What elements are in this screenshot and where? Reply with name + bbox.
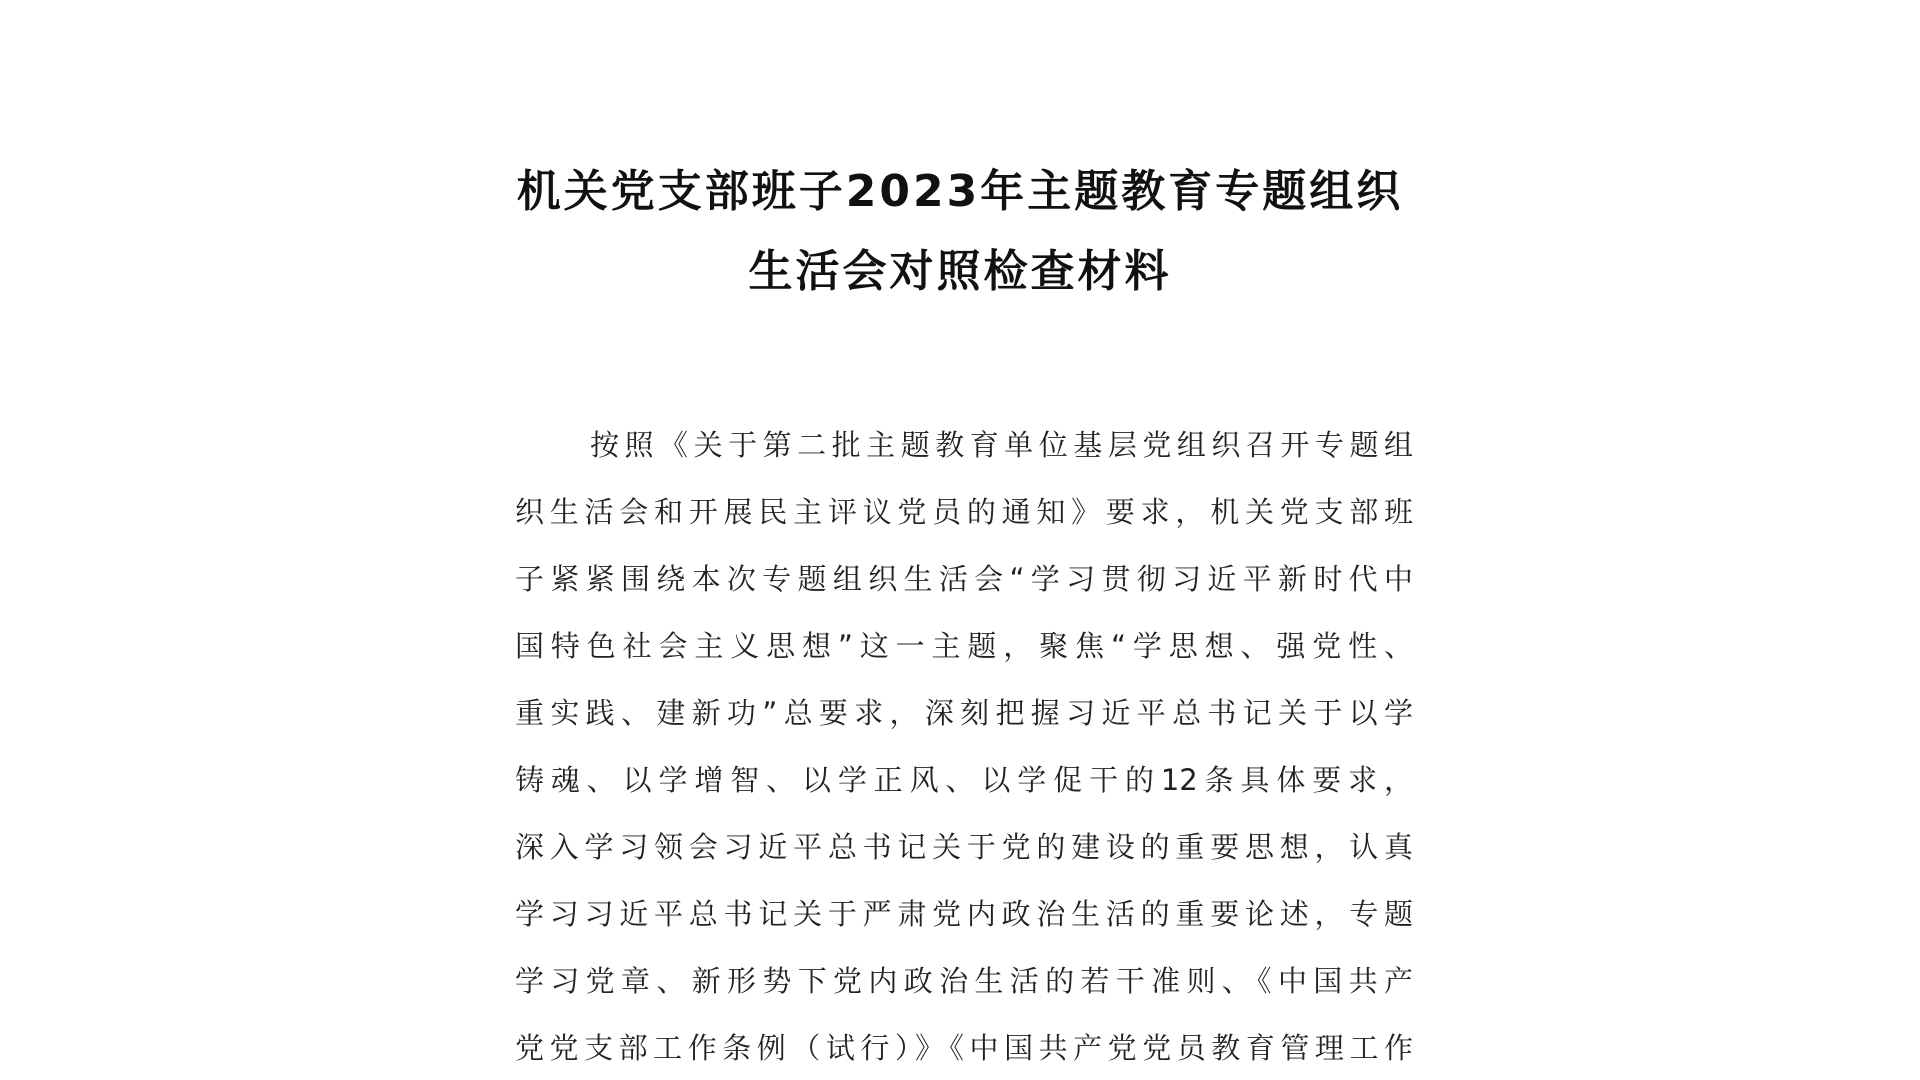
body-text-line: 子紧紧围绕本次专题组织生活会“学习贯彻习近平新时代中 xyxy=(515,562,1413,596)
body-text-line: 深入学习领会习近平总书记关于党的建设的重要思想，认真 xyxy=(515,830,1413,864)
body-text-line: 党党支部工作条例（试行）》《中国共产党党员教育管理工作 xyxy=(515,1031,1413,1065)
body-text-line: 学习党章、新形势下党内政治生活的若干准则、《中国共产 xyxy=(515,964,1413,998)
body-text-line: 重实践、建新功”总要求，深刻把握习近平总书记关于以学 xyxy=(515,696,1413,730)
document-title-line-1: 机关党支部班子2023年主题教育专题组织 xyxy=(516,166,1404,217)
document-title-line-2: 生活会对照检查材料 xyxy=(748,246,1172,297)
body-text-line: 织生活会和开展民主评议党员的通知》要求，机关党支部班 xyxy=(515,495,1413,529)
body-text-line: 按照《关于第二批主题教育单位基层党组织召开专题组 xyxy=(590,428,1413,462)
body-text-line: 学习习近平总书记关于严肃党内政治生活的重要论述，专题 xyxy=(515,897,1413,931)
body-text-line: 铸魂、以学增智、以学正风、以学促干的12条具体要求， xyxy=(515,763,1413,797)
body-text-line: 国特色社会主义思想”这一主题，聚焦“学思想、强党性、 xyxy=(515,629,1413,663)
